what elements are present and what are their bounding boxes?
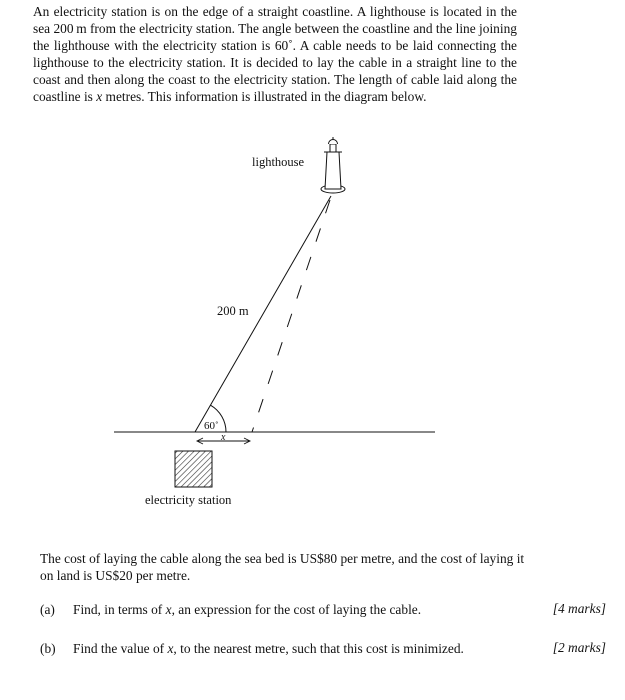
angle-label: 60˚ [204, 420, 219, 432]
lighthouse-icon [321, 137, 345, 193]
question-b: (b) Find the value of x, to the nearest metre, such that this cost is minimized. [40, 641, 464, 656]
x-label: x [221, 432, 226, 443]
problem-intro: An electricity station is on the edge of a straight coastline. A lighthouse is located in the sea 200 m from the electricity station. The angle between the coastline and the line joining the lighthouse with the electricity station is 60˚. A cable needs to be laid connecting the lighthouse to the electricity station. It is decided to lay the cable in a straight line to the coast and then along the coast to the electricity station. The length of cable laid along the coastline is x metres. This information is illustrated in the diagram below. [33, 4, 517, 105]
question-a-label: (a) [40, 602, 55, 617]
electricity-station-icon [175, 451, 212, 487]
question-b-label: (b) [40, 641, 56, 656]
lighthouse-label: lighthouse [252, 155, 305, 169]
station-label: electricity station [145, 493, 232, 507]
cable-path-dashed [252, 200, 330, 432]
coastline-diagram [0, 128, 625, 528]
question-a-marks: [4 marks] [552, 601, 606, 616]
distance-label: 200 m [217, 304, 249, 318]
question-b-marks: [2 marks] [552, 640, 606, 655]
variable-x: x [96, 89, 103, 105]
question-a: (a) Find, in terms of x, an expression for the cost of laying the cable. [40, 602, 422, 617]
station-lighthouse-line [195, 196, 331, 432]
cost-text: The cost of laying the cable along the sea bed is US$80 per metre, and the cost of laying it on land is US$20 per metre. [40, 551, 525, 583]
